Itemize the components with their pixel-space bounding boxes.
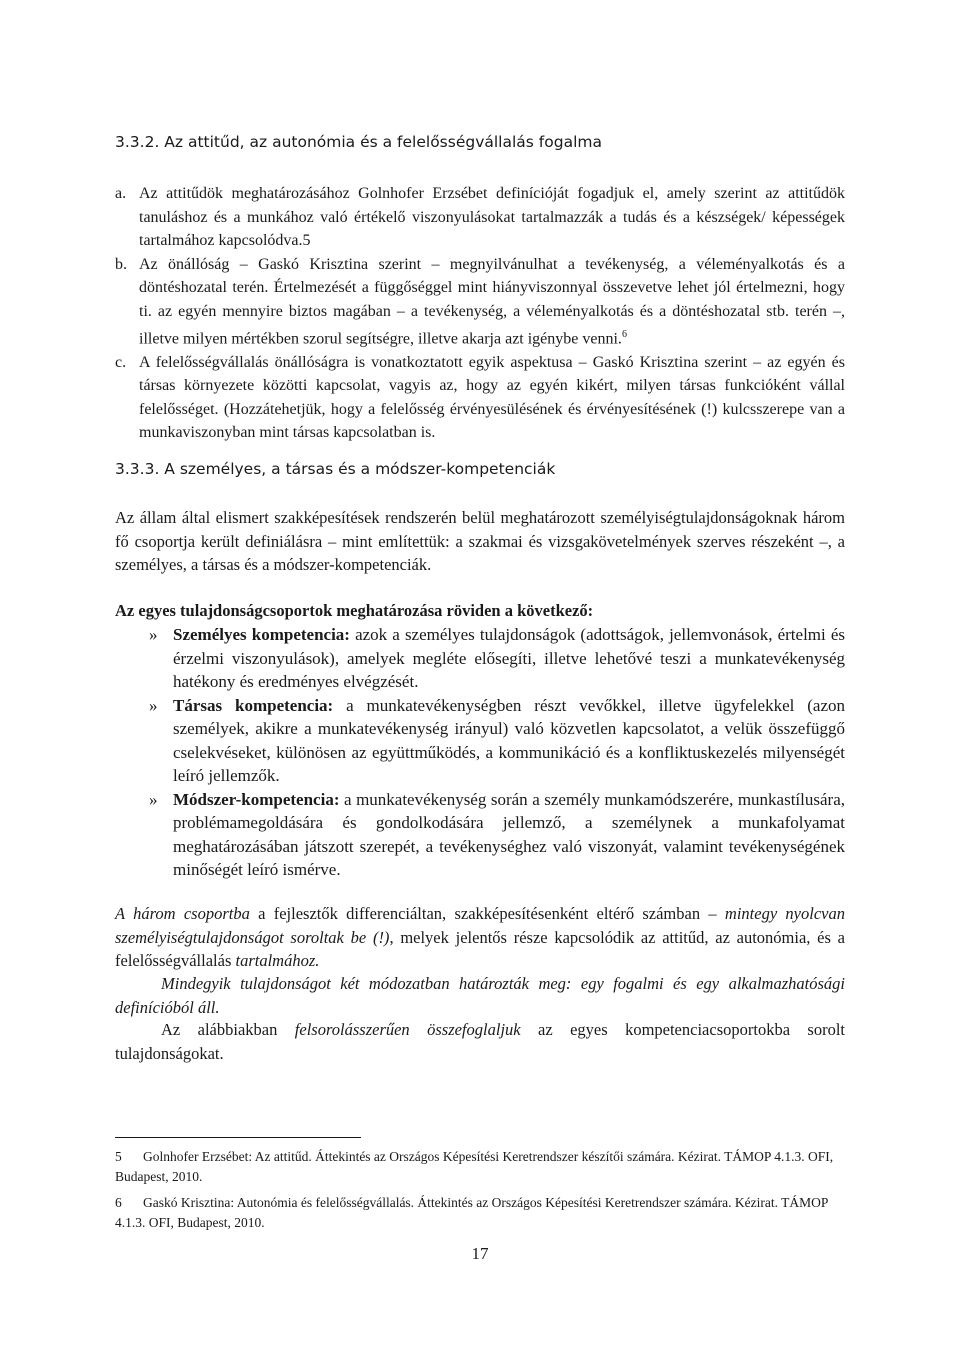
italic-phrase: tartalmához. — [235, 951, 320, 970]
bullet-personal-competence — [115, 623, 845, 694]
bullet-text: azok a személyes tulajdonságok (adottságok, jellemvonások, értelmi és érzelmi viszonyulások), amelyek megléte elősegíti, illetve lehetővé teszi a munkatevékenység hatékony és eredményes elvégzését. — [173, 625, 846, 691]
footnote-text: Gaskó Krisztina: Autonómia és felelősségvállalás. Áttekintés az Országos Képesítési Keretrendszer számára. Kézirat. TÁMOP 4.1.3. OFI, Budapest, 2010. — [115, 1195, 828, 1230]
competency-list — [115, 623, 845, 882]
text-run: az egyes kompetenciacsoportokba sorolt tulajdonságokat. — [115, 1020, 846, 1063]
page-number: 17 — [471, 1244, 489, 1263]
list-item-text: Az önállóság – Gaskó Krisztina szerint – megnyilvánulhat a tevékenység, a véleményalkotás és a döntéshozatal terén. Értelmezését a függőséggel mint hiányviszonnyal összevetve lehet jól értelmezni, hogy ti. az egyén mennyire biztos magában – a tevékenység, a véleményalkotás és a döntéshozatal stb. terén –, illetve milyen mértékben szorul segítségre, illetve akarja azt igénybe venni. — [139, 255, 845, 348]
footnote-text: Golnhofer Erzsébet: Az attitűd. Áttekintés az Országos Képesítési Keretrendszer készítői számára. Kézirat. TÁMOP 4.1.3. OFI, Budapest, 2010. — [115, 1149, 834, 1184]
footnote-separator — [115, 1137, 361, 1138]
text-run: Az alábbiakban — [161, 1020, 295, 1039]
list-item-a — [115, 182, 845, 253]
closing-paragraph-3 — [115, 1018, 845, 1065]
bullet-method-competence — [115, 788, 845, 882]
footnotes — [115, 1147, 845, 1233]
italic-phrase: A három csoportba — [115, 904, 250, 923]
text-run: a fejlesztők differenciáltan, szakképesítésenként eltérő számban – — [249, 904, 725, 923]
intro-paragraph: Az állam által elismert szakképesítések rendszerén belül meghatározott személyiségtulajdonságoknak három fő csoportja került definiálásra – mint említettük: a szakmai és vizsgakövetelmények szerves részeként –, a személyes, a társas és a módszer-kompetenciák. — [115, 508, 845, 574]
bullet-marker: » — [149, 789, 158, 809]
definitions-heading: Az egyes tulajdonságcsoportok meghatározása röviden a következő: — [115, 601, 594, 620]
footnote-5 — [115, 1147, 845, 1187]
footnote-reference: 6 — [621, 329, 627, 340]
list-marker: b. — [115, 255, 127, 273]
bullet-social-competence — [115, 694, 845, 788]
footnote-6 — [115, 1193, 845, 1233]
closing-paragraph-2 — [115, 972, 845, 1019]
list-item-text: Az attitűdök meghatározásához Golnhofer Erzsébet definícióját fogadjuk el, amely szerint az attitűdök tanuláshoz és a munkához való értékelő viszonyulásokat tartalmazzák a tudás és a készségek/ képességek tartalmához kapcsolódva.5 — [139, 185, 845, 249]
list-item-b — [115, 253, 845, 351]
list-marker: a. — [115, 185, 127, 202]
bullet-term: Személyes kompetencia: — [173, 625, 350, 644]
bullet-text: a munkatevékenységben részt vevőkkel, illetve ügyfelekkel (azon személyek, akikre a munkatevékenység irányul) való közvetlen kapcsolatot, a velük összefüggő cselekvéseket, különösen az együttműködés, a kommunikáció és a konfliktuskezelés milyenségét leíró jellemzők. — [173, 695, 845, 785]
bullet-term: Társas kompetencia: — [173, 695, 334, 715]
italic-sentence: Mindegyik tulajdonságot két módozatban határozták meg: egy fogalmi és egy alkalmazhatósági definícióból áll. — [115, 974, 845, 1017]
section-heading-333: 3.3.3. A személyes, a társas és a módszer-kompetenciák — [115, 460, 556, 478]
definition-list — [115, 182, 845, 445]
bullet-text: a munkatevékenység során a személy munkamódszerére, munkastílusára, problémamegoldására és gondolkodására jellemző, a személynek a munkafolyamat meghatározásában játszott szerepét, a tevékenységhez való viszonyát, valamint tevékenységének minőségét leíró ismérve. — [173, 789, 845, 879]
list-marker: c. — [115, 353, 127, 371]
footnote-number: 6 — [115, 1195, 122, 1210]
section-heading-332: 3.3.2. Az attitűd, az autonómia és a felelősségvállalás fogalma — [115, 133, 602, 151]
bullet-marker: » — [149, 625, 158, 644]
list-item-text: A felelősségvállalás önállóságra is vonatkoztatott egyik aspektusa – Gaskó Krisztina szerint – az egyén és társas környezete közötti kapcsolat, vagyis az, hogy az egyén kikért, milyen társas funkcióként vállal felelősséget. (Hozzátehetjük, hogy a felelősség érvényesülésének és érvényesítésének (!) kulcsszerepe van a munkaviszonyban mint társas kapcsolatban is. — [139, 353, 845, 442]
bullet-term: Módszer-kompetencia: — [173, 789, 340, 809]
list-item-c — [115, 351, 845, 445]
italic-phrase: mintegy nyolcvan személyiségtulajdonságot soroltak be (!) — [115, 904, 845, 947]
footnote-number: 5 — [115, 1149, 122, 1164]
bullet-marker: » — [149, 695, 158, 715]
closing-paragraph-1 — [115, 902, 845, 973]
text-run: , melyek jelentős része kapcsolódik az attitűd, az autonómia, és a felelősségvállalás — [115, 927, 845, 970]
italic-phrase: felsorolásszerűen összefoglaljuk — [294, 1020, 521, 1039]
